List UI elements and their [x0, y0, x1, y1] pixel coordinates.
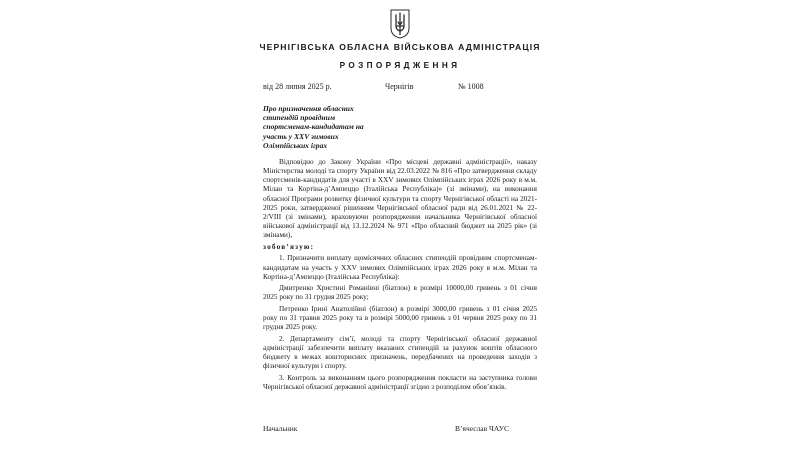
document-body — [263, 158, 537, 394]
athlete-1-paragraph: Дмитренко Христині Романівні (біатлон) в розмірі 10000,00 гривень з 01 січня 2025 року по 31 грудня 2025 року; — [263, 284, 537, 302]
coat-of-arms-icon — [390, 9, 410, 39]
document-number: № 1008 — [458, 82, 484, 91]
athlete-2-paragraph: Петренко Ірині Анатоліївні (біатлон) в розмірі 3000,00 гривень з 01 січня 2025 року по 31 травня 2025 року та в розмірі 5000,00 гривень з 01 червня 2025 року по 31 грудня 2025 року. — [263, 304, 537, 332]
item-2-paragraph: 2. Департаменту сім’ї, молоді та спорту Чернігівської обласної державної адміністрації забезпечити виплату вказаних стипендій за рахунок коштів обласного бюджету в межах кошторисних призначень, передбачених на проведення заходів з фізичної культури і спорту. — [263, 334, 537, 371]
subject-line: стипендій провідним — [263, 113, 336, 123]
obligation-heading: зобов’язую: — [263, 242, 315, 251]
document-city: Чернігів — [385, 82, 414, 91]
signature-position: Начальник — [263, 424, 298, 433]
subject-line: спортсменам-кандидатам на — [263, 122, 364, 132]
signature-name: В’ячеслав ЧАУС — [455, 424, 509, 433]
item-1-paragraph: 1. Призначити виплату щомісячних обласних стипендій провідним спортсменам-кандидатам на участь у XXV зимових Олімпійських іграх 2026 року в м.м. Мілан та Кортіна-д’Ампеццо (Італійська Республіка): — [263, 254, 537, 281]
preamble-paragraph: Відповідно до Закону України «Про місцеві державні адміністрації», наказу Міністерства молоді та спорту України від 22.03.2022 № 816 «Про затвердження складу спортсменів-кандидатів для участі в XXV зимових Олімпійських іграх 2026 року в м.м. Мілан та Кортіна-д’Ампеццо (Італійська Республіка)» (зі змінами), на виконання обласної Програми розвитку фізичної культури та спорту Чернігівської області на 2021-2025 роки, затвердженої рішенням Чернігівської обласної ради від 26.01.2021 № 22-2/VIII (зі змінами), враховуючи розпорядження начальника Чернігівської обласної військової адміністрації від 13.12.2024 № 971 «Про обласний бюджет на 2025 рік» (зі змінами), — [263, 158, 537, 240]
item-3-paragraph: 3. Контроль за виконанням цього розпорядження покласти на заступника голови Чернігівської обласної державної адміністрації згідно з розподілом обов’язків. — [263, 373, 537, 391]
organization-name: ЧЕРНІГІВСЬКА ОБЛАСНА ВІЙСЬКОВА АДМІНІСТРАЦІЯ — [259, 42, 541, 52]
document-date: від 28 липня 2025 р. — [263, 82, 332, 91]
subject-line: участь у XXV зимових — [263, 131, 339, 141]
document-type-title: РОЗПОРЯДЖЕННЯ — [339, 61, 461, 70]
subject-line: Олімпійських іграх — [263, 140, 328, 150]
subject-line: Про призначення обласних — [263, 104, 354, 113]
document-subject — [263, 104, 393, 150]
